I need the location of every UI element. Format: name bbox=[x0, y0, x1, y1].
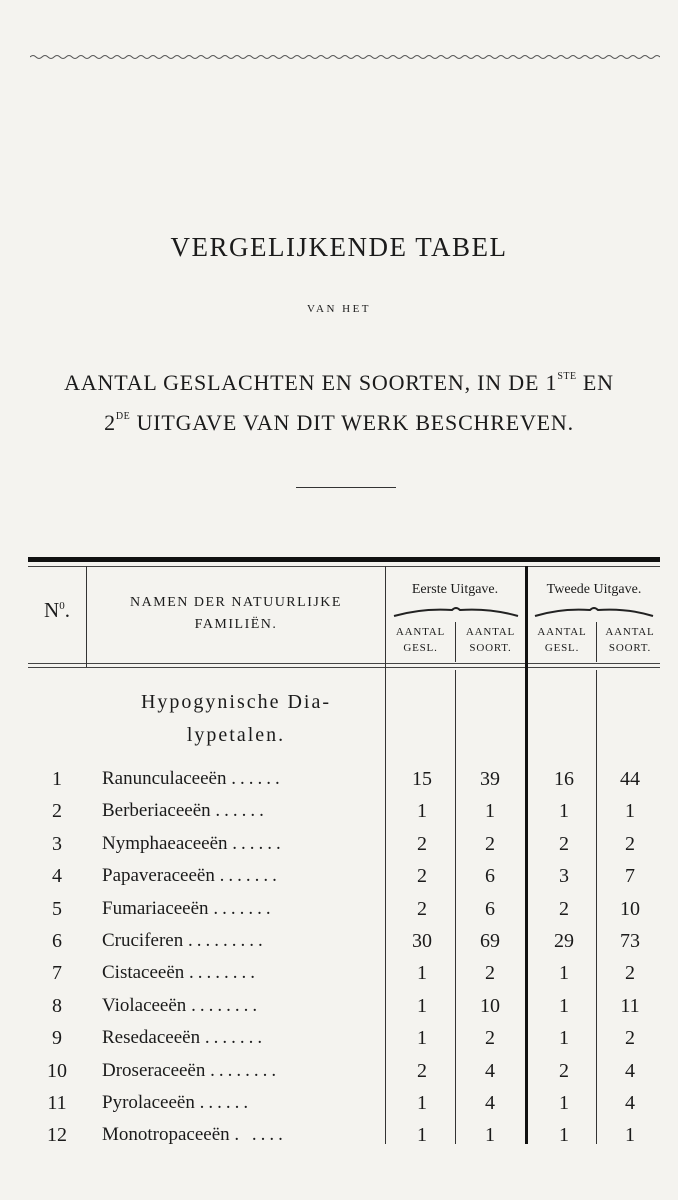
first-edition-genera: 1 bbox=[417, 1027, 427, 1050]
second-edition-genera: 2 bbox=[559, 897, 569, 920]
family-name bbox=[102, 1124, 402, 1146]
family-name bbox=[102, 930, 402, 952]
leader-dots: ...... bbox=[199, 1092, 253, 1113]
second-edition-species: 2 bbox=[625, 832, 635, 855]
family-name bbox=[102, 898, 402, 920]
family-name-text: Droseraceeën bbox=[102, 1059, 206, 1081]
second-edition-genera: 1 bbox=[559, 994, 569, 1017]
second-edition-species: 44 bbox=[620, 768, 640, 790]
header-e1-soort: AANTAL SOORT. bbox=[465, 626, 516, 654]
first-edition-species: 4 bbox=[485, 1059, 495, 1082]
leader-dots: ...... bbox=[232, 832, 285, 854]
family-name bbox=[102, 865, 402, 887]
table-row bbox=[28, 796, 660, 828]
table-row bbox=[28, 894, 660, 926]
family-name-text: Ranunculaceeën bbox=[102, 768, 227, 789]
table-top-rule-thick bbox=[28, 557, 660, 562]
leader-dots: ........ bbox=[191, 994, 262, 1016]
family-name-text: Papaveraceeën bbox=[102, 865, 215, 887]
first-edition-genera: 30 bbox=[412, 930, 432, 952]
first-edition-species: 6 bbox=[485, 865, 495, 888]
first-edition-species: 2 bbox=[485, 962, 495, 985]
family-name bbox=[102, 962, 402, 984]
row-number: 11 bbox=[47, 1092, 67, 1114]
leader-dots: ....... bbox=[219, 865, 281, 887]
family-name bbox=[102, 1027, 402, 1049]
row-number: 2 bbox=[52, 800, 62, 823]
family-name bbox=[102, 800, 402, 822]
table-row bbox=[28, 861, 660, 893]
second-edition-species: 73 bbox=[620, 930, 640, 952]
leader-dots: ........ bbox=[189, 962, 260, 984]
family-name-text: Berberiaceeën bbox=[102, 800, 211, 822]
family-name bbox=[102, 833, 402, 855]
family-name-text: Cistaceeën bbox=[102, 962, 185, 984]
second-edition-genera: 2 bbox=[559, 832, 569, 855]
leader-dots: . .... bbox=[234, 1124, 287, 1146]
family-name-text: Fumariaceeën bbox=[102, 897, 209, 919]
family-name-text: Nymphaeaceeën bbox=[102, 832, 228, 854]
row-number: 12 bbox=[47, 1124, 67, 1147]
row-number: 10 bbox=[47, 1059, 67, 1082]
second-edition-species: 1 bbox=[625, 800, 635, 823]
second-edition-species: 2 bbox=[625, 1027, 635, 1050]
table-row bbox=[28, 958, 660, 990]
header-number: $N^0$. bbox=[44, 598, 70, 622]
leader-dots: ........ bbox=[210, 1059, 281, 1081]
family-name bbox=[102, 995, 402, 1017]
leader-dots: ...... bbox=[231, 768, 284, 789]
header-e2-gesl: AANTAL GESL. bbox=[537, 626, 587, 654]
second-edition-species: 4 bbox=[625, 1059, 635, 1082]
family-name-text: Resedaceeën bbox=[102, 1027, 201, 1049]
row-number: 7 bbox=[52, 962, 62, 985]
second-edition-genera: 1 bbox=[559, 1027, 569, 1050]
heading-line-1: AANTAL GESLACHTEN EN SOORTEN, IN DE 1STE EN bbox=[64, 370, 614, 395]
header-bottom-rule-2 bbox=[28, 667, 660, 668]
first-edition-species: 10 bbox=[480, 994, 500, 1017]
page-subtitle: VAN HET bbox=[306, 303, 372, 315]
second-edition-species: 11 bbox=[620, 994, 640, 1017]
header-second-edition: Tweede Uitgave. bbox=[546, 582, 642, 597]
first-edition-genera: 1 bbox=[417, 1124, 427, 1147]
second-edition-genera: 1 bbox=[559, 962, 569, 985]
leader-dots: ...... bbox=[215, 800, 268, 822]
second-edition-species: 10 bbox=[620, 897, 640, 920]
first-edition-species: 2 bbox=[485, 1027, 495, 1050]
second-edition-genera: 29 bbox=[554, 930, 574, 952]
leader-dots: ....... bbox=[204, 1027, 267, 1049]
family-name-text: Pyrolaceeën bbox=[102, 1092, 195, 1113]
table-top-rule-thin bbox=[28, 566, 660, 567]
second-edition-genera: 3 bbox=[559, 865, 569, 888]
first-edition-genera: 2 bbox=[417, 897, 427, 920]
family-name bbox=[102, 768, 402, 790]
group-heading: Hypogynische Dia- lypetalen. bbox=[140, 691, 332, 746]
row-number: 4 bbox=[52, 865, 62, 888]
first-edition-genera: 1 bbox=[417, 1092, 427, 1114]
table-row bbox=[28, 1120, 660, 1152]
leader-dots: ......... bbox=[187, 930, 267, 951]
page-title: VERGELIJKENDE TABEL bbox=[170, 232, 508, 262]
table-row bbox=[28, 1088, 660, 1120]
first-edition-genera: 2 bbox=[417, 865, 427, 888]
first-edition-genera: 1 bbox=[417, 994, 427, 1017]
second-edition-genera: 2 bbox=[559, 1059, 569, 1082]
first-edition-genera: 2 bbox=[417, 1059, 427, 1082]
table-heading bbox=[0, 360, 678, 440]
header-family-names: NAMEN DER NATUURLIJKE FAMILIËN. bbox=[130, 595, 342, 632]
row-number: 8 bbox=[52, 994, 62, 1017]
family-name bbox=[102, 1060, 402, 1082]
header-e2-soort: AANTAL SOORT. bbox=[605, 626, 655, 654]
second-edition-species: 4 bbox=[625, 1092, 635, 1114]
first-edition-species: 1 bbox=[485, 1124, 495, 1147]
first-edition-species: 69 bbox=[480, 930, 500, 952]
first-edition-species: 1 bbox=[485, 800, 495, 823]
family-name-text: Monotropaceeën bbox=[102, 1124, 230, 1146]
heading-line-2: 2DE UITGAVE VAN DIT WERK BESCHREVEN. bbox=[104, 410, 574, 435]
table-row bbox=[28, 1056, 660, 1088]
row-number: 3 bbox=[52, 832, 62, 855]
first-edition-species: 2 bbox=[485, 832, 495, 855]
short-divider bbox=[296, 487, 396, 488]
family-name-text: Violaceeën bbox=[102, 994, 187, 1016]
second-edition-genera: 1 bbox=[559, 800, 569, 823]
first-edition-genera: 15 bbox=[412, 768, 432, 790]
second-edition-species: 2 bbox=[625, 962, 635, 985]
row-number: 1 bbox=[52, 768, 62, 790]
header-first-edition: Eerste Uitgave. bbox=[411, 582, 499, 597]
row-number: 5 bbox=[52, 897, 62, 920]
first-edition-genera: 1 bbox=[417, 962, 427, 985]
family-name bbox=[102, 1092, 402, 1114]
table-row bbox=[28, 926, 660, 958]
row-number: 6 bbox=[52, 930, 62, 952]
first-edition-genera: 2 bbox=[417, 832, 427, 855]
leader-dots: ....... bbox=[213, 897, 275, 919]
table-row bbox=[28, 829, 660, 861]
brace-first-edition bbox=[392, 604, 520, 618]
brace-second-edition bbox=[533, 604, 655, 618]
first-edition-species: 39 bbox=[480, 768, 500, 790]
family-name-text: Cruciferen bbox=[102, 930, 184, 951]
header-bottom-rule-1 bbox=[28, 663, 660, 664]
second-edition-genera: 1 bbox=[559, 1124, 569, 1147]
col-divider-no bbox=[86, 566, 87, 667]
first-edition-species: 4 bbox=[485, 1092, 495, 1114]
row-number: 9 bbox=[52, 1027, 62, 1050]
second-edition-genera: 1 bbox=[559, 1092, 569, 1114]
wavy-top-rule bbox=[30, 52, 660, 62]
first-edition-species: 6 bbox=[485, 897, 495, 920]
second-edition-species: 1 bbox=[625, 1124, 635, 1147]
table-row bbox=[28, 1023, 660, 1055]
table-row bbox=[28, 764, 660, 796]
table-row bbox=[28, 991, 660, 1023]
second-edition-species: 7 bbox=[625, 865, 635, 888]
header-e1-gesl: AANTAL GESL. bbox=[395, 626, 446, 654]
first-edition-genera: 1 bbox=[417, 800, 427, 823]
second-edition-genera: 16 bbox=[554, 768, 574, 790]
